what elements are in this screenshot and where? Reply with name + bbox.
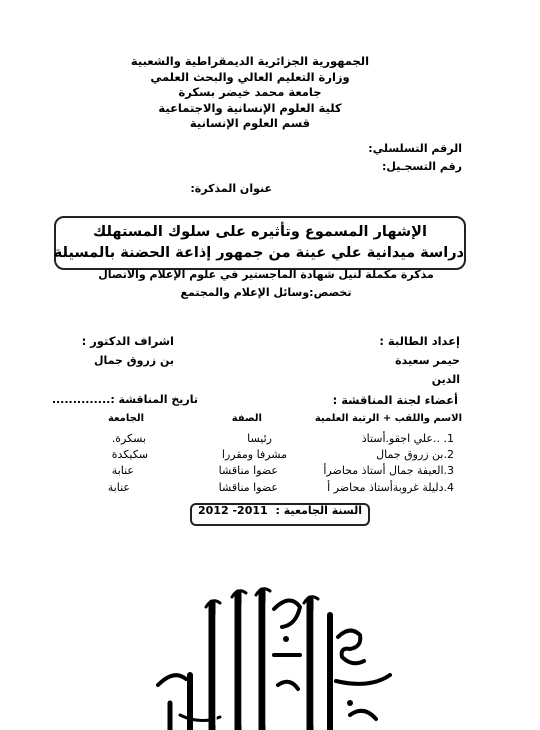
specialization: تخصص:وسائل الإعلام والمجتمع [180, 286, 352, 299]
thesis-title-line-2: دراسة ميدانية علي عينة من جمهور إذاعة الحضنة بالمسيلة [53, 245, 464, 261]
header-line-faculty: كلية العلوم الإنسانية والاجتماعية [158, 100, 342, 115]
academic-year-label: السنة الجامعية : [275, 504, 362, 517]
member-4-university: عنابة [107, 481, 130, 494]
serial-number-label: الرقم التسلسلي: [368, 142, 462, 155]
defense-date-label: تاريخ المناقشة :.............. [51, 393, 198, 406]
prepared-by-label: إعداد الطالبة : [379, 334, 460, 348]
student-name-continued: الدين [431, 373, 460, 386]
supervisor-label: اشراف الدكتور : [81, 334, 174, 348]
member-3-university: عنابة [111, 464, 134, 477]
member-3-role: عضوا مناقشا [218, 464, 278, 477]
column-header-university: الجامعة [107, 413, 144, 424]
header-line-ministry: وزارة التعليم العالي والبحث العلمي [150, 69, 350, 84]
student-name: حيمر سعيدة [395, 354, 460, 367]
member-3-name: 3.العيفة جمال أستاذ محاضرأ [323, 464, 454, 477]
member-4-role: عضوا مناقشا [218, 481, 278, 494]
header-line-department: قسم العلوم الإنسانية [189, 116, 311, 130]
academic-year-box [190, 503, 370, 526]
thesis-title-label: عنوان المذكرة: [190, 182, 272, 195]
member-1-university: بسكرة. [111, 432, 146, 445]
member-2-university: سكيكدة [111, 448, 148, 461]
column-header-role: الصفة [231, 413, 262, 424]
basmala-calligraphy [150, 585, 400, 730]
member-4-name: 4.دليلة غروبةأستاذ محاضر أ [327, 481, 454, 494]
institution-header [130, 54, 370, 132]
committee-label: أعضاء لجنة المناقشة : [332, 393, 458, 407]
member-2-role: مشرفا ومقررا [221, 448, 287, 461]
member-1-role: رئيسا [247, 432, 272, 445]
thesis-title-line-1: الإشهار المسموع وتأثيره على سلوك المستهلك [93, 224, 427, 240]
member-2-name: 2.بن زروق جمال [376, 448, 454, 461]
header-line-university: جامعة محمد خيضر بسكرة [178, 85, 322, 99]
member-1-name: 1. ..علي اجقو.أستاذ [361, 432, 454, 445]
header-line-republic: الجمهورية الجزائرية الديمقراطية والشعبية [130, 54, 370, 68]
supervisor-name: بن زروق جمال [93, 354, 174, 367]
academic-year-value: 2011- 2012 [198, 504, 268, 517]
column-header-name: الاسم واللقب + الرتبة العلمية [314, 413, 462, 424]
registration-number-label: رقم التسجـيل: [382, 160, 462, 173]
thesis-title-box [54, 216, 466, 270]
degree-statement: مذكرة مكملة لنيل شهادة الماجستير في علوم الإعلام والاتصال [98, 268, 434, 281]
